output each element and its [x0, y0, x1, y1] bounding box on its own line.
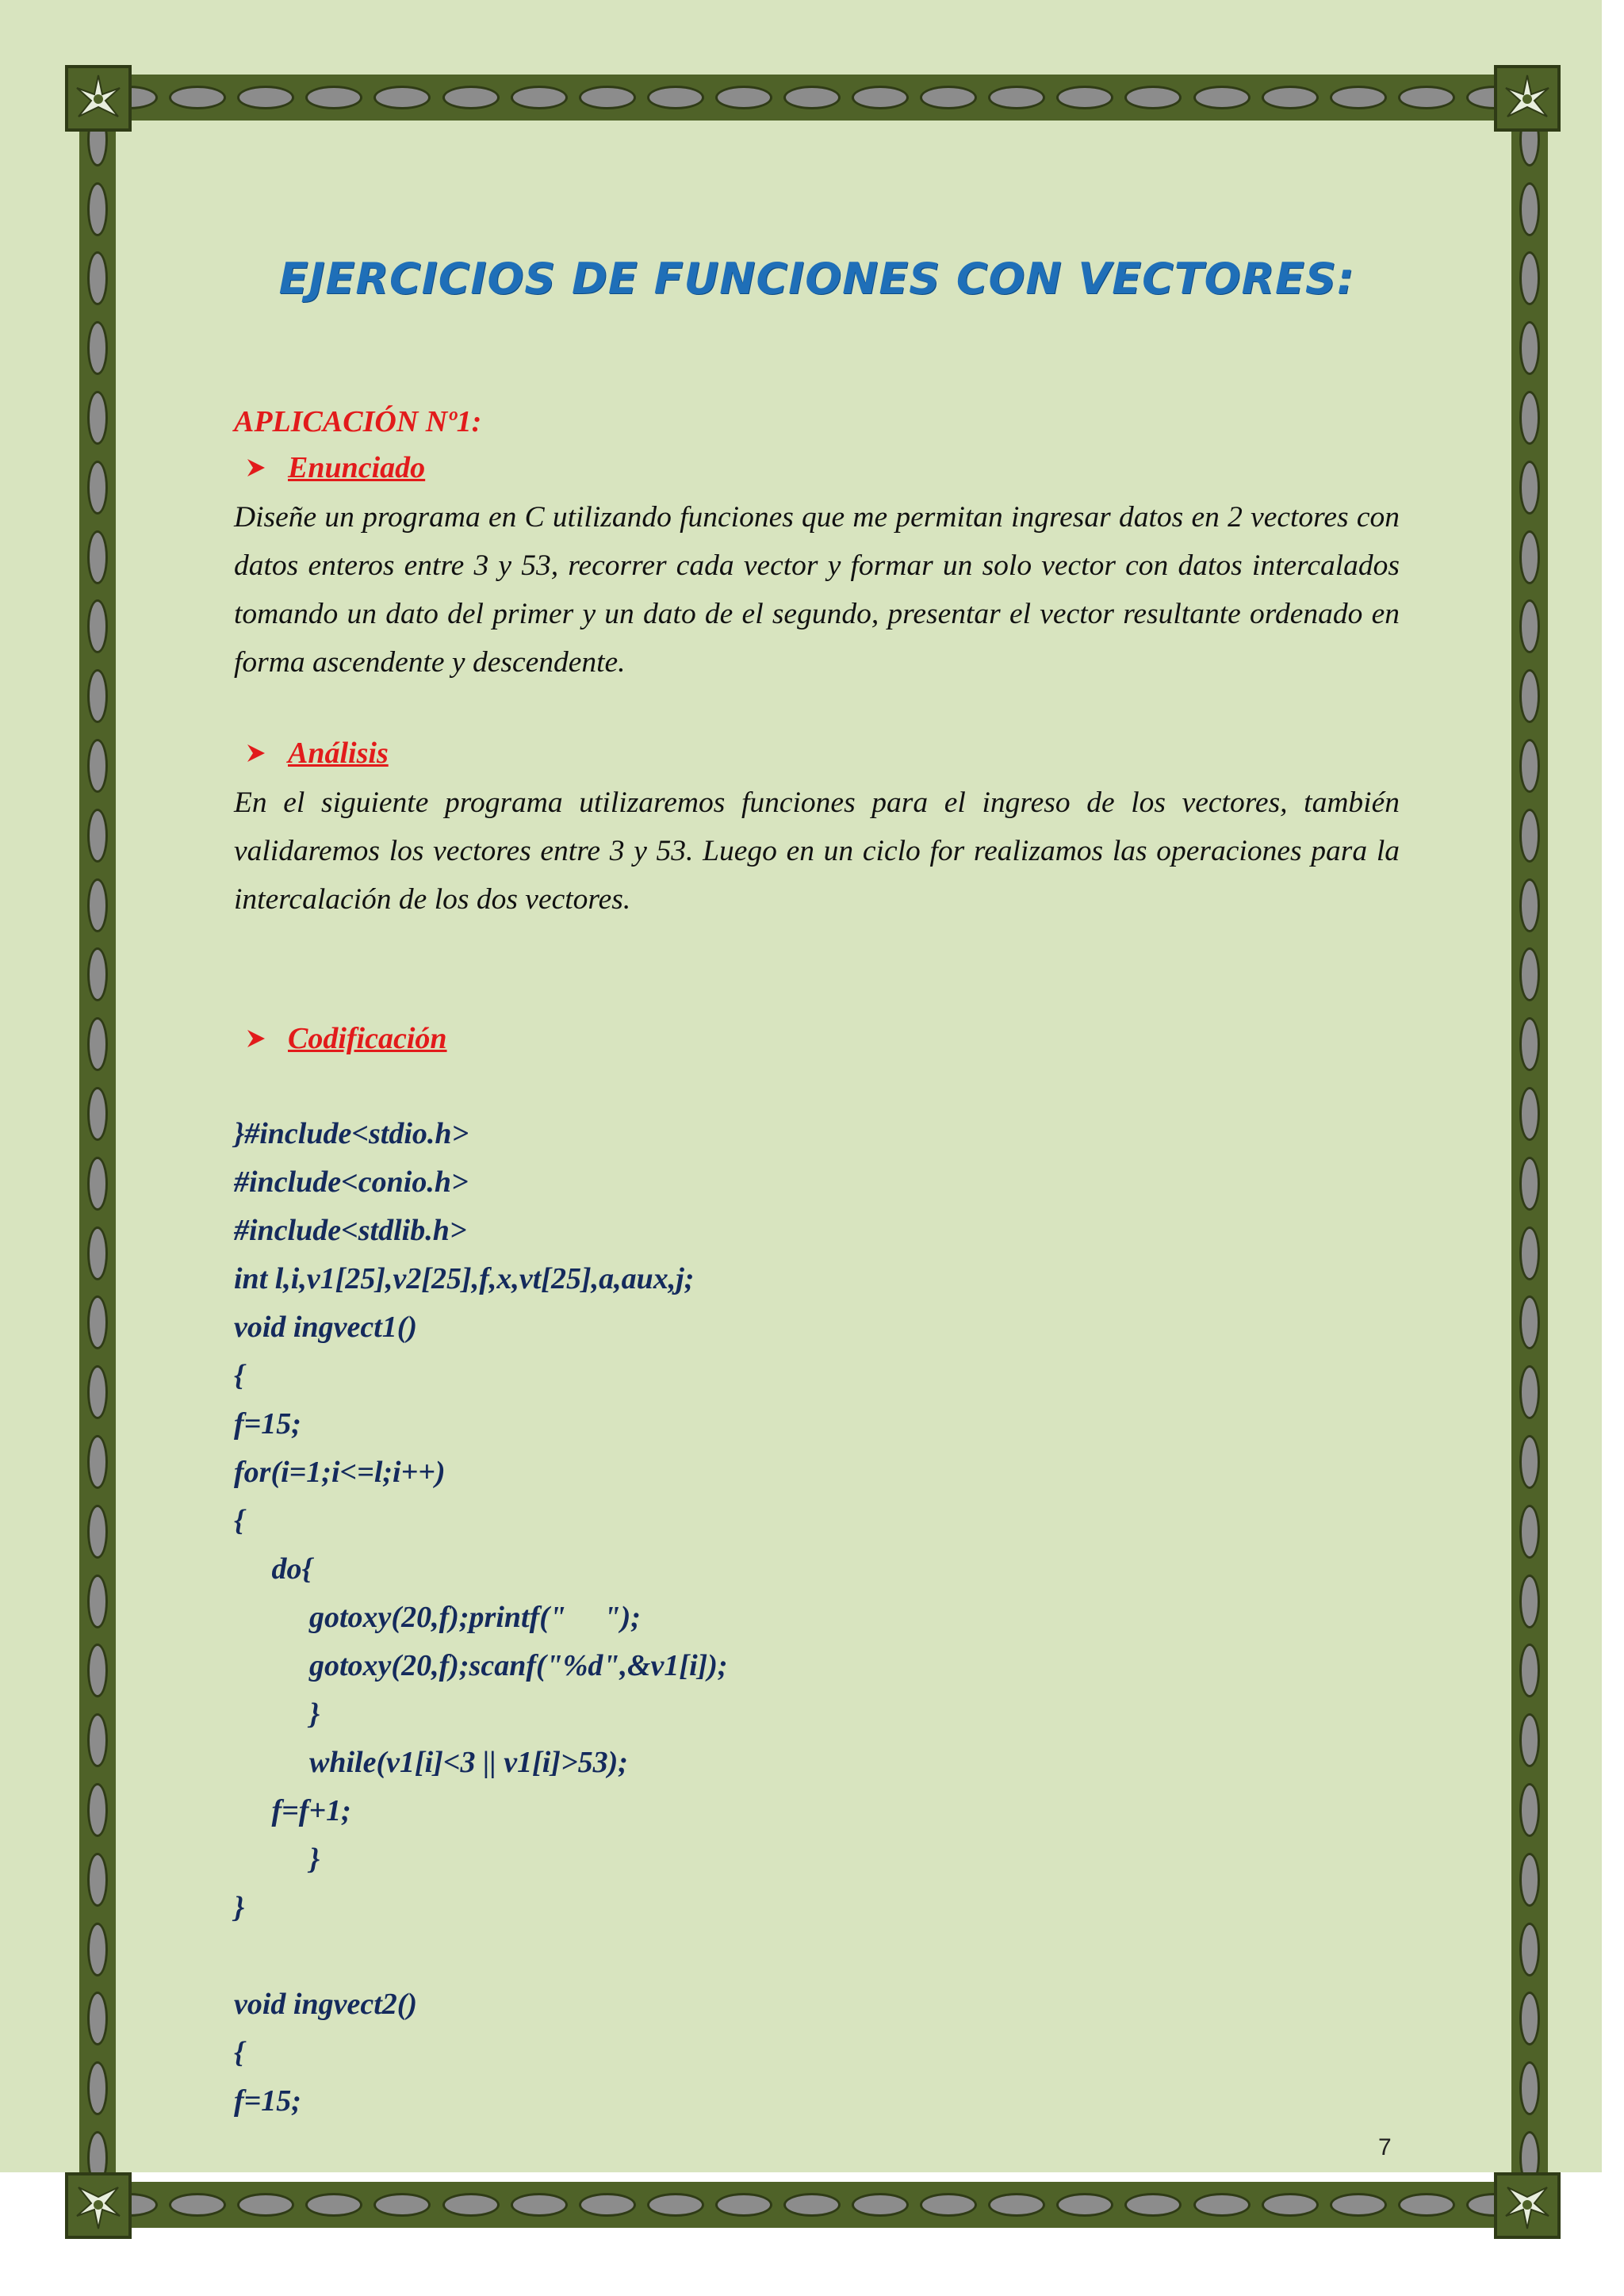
- code-line: int l,i,v1[25],v2[25],f,x,vt[25],a,aux,j;: [234, 1262, 695, 1295]
- application-label: APLICACIÓN Nº1:: [234, 405, 482, 438]
- code-line: f=15;: [234, 1407, 301, 1441]
- document-title: EJERCICIOS DE FUNCIONES CON VECTORES:: [278, 254, 1355, 304]
- section-heading-label: Análisis: [288, 737, 389, 770]
- analisis-text: En el siguiente programa utilizaremos funciones para el ingreso de los vectores, también validaremos los vectores entre 3 y 53. Luego en un ciclo for realizamos las operaciones para la intercalación de los dos vectores.: [234, 786, 1400, 916]
- code-line: while(v1[i]<3 || v1[i]>53);: [234, 1746, 628, 1779]
- code-line: #include<conio.h>: [234, 1165, 469, 1199]
- code-line: gotoxy(20,f);printf(" ");: [234, 1601, 641, 1634]
- code-line: {: [234, 1359, 245, 1392]
- code-line: f=f+1;: [234, 1794, 351, 1827]
- code-line: f=15;: [234, 2084, 301, 2118]
- code-line: for(i=1;i<=l;i++): [234, 1456, 446, 1489]
- section-heading-label: Enunciado: [288, 451, 426, 484]
- ornament-icon: [1494, 65, 1561, 132]
- code-line: }: [234, 1843, 320, 1876]
- code-line: void ingvect1(): [234, 1311, 418, 1344]
- arrowhead-bullet-icon: [245, 742, 267, 764]
- border-top: [67, 75, 1557, 121]
- code-line: {: [234, 2036, 245, 2069]
- border-right: [1511, 73, 1548, 2225]
- ornament-icon: [65, 65, 132, 132]
- code-line: }: [234, 1891, 245, 1924]
- arrowhead-bullet-icon: [245, 1027, 267, 1050]
- code-line: [234, 1932, 728, 1980]
- code-line: do{: [234, 1552, 312, 1586]
- section-heading-enunciado: [245, 450, 425, 485]
- section-heading-label: Codificación: [288, 1022, 447, 1055]
- arrowhead-bullet-icon: [245, 457, 267, 479]
- code-line: gotoxy(20,f);scanf("%d",&v1[i]);: [234, 1649, 728, 1682]
- code-line: }: [234, 1697, 320, 1731]
- code-line: {: [234, 1504, 245, 1537]
- code-line: }#include<stdio.h>: [234, 1117, 469, 1150]
- code-line: void ingvect2(): [234, 1988, 418, 2021]
- ornament-icon: [65, 2172, 132, 2239]
- section-heading-analisis: [245, 736, 389, 771]
- ornament-icon: [1494, 2172, 1561, 2239]
- section-heading-codificacion: [245, 1021, 447, 1056]
- code-line: #include<stdlib.h>: [234, 1214, 467, 1247]
- code-block: [234, 1110, 728, 2126]
- enunciado-text: Diseñe un programa en C utilizando funciones que me permitan ingresar datos en 2 vectores con datos enteros entre 3 y 53, recorrer cada vector y formar un solo vector con datos intercalados tomando un dato del primer y un dato de el segundo, presentar el vector resultante ordenado en forma ascendente y descendente.: [234, 501, 1400, 679]
- border-bottom: [67, 2182, 1557, 2228]
- border-left: [79, 73, 116, 2225]
- page-number: 7: [1378, 2134, 1392, 2160]
